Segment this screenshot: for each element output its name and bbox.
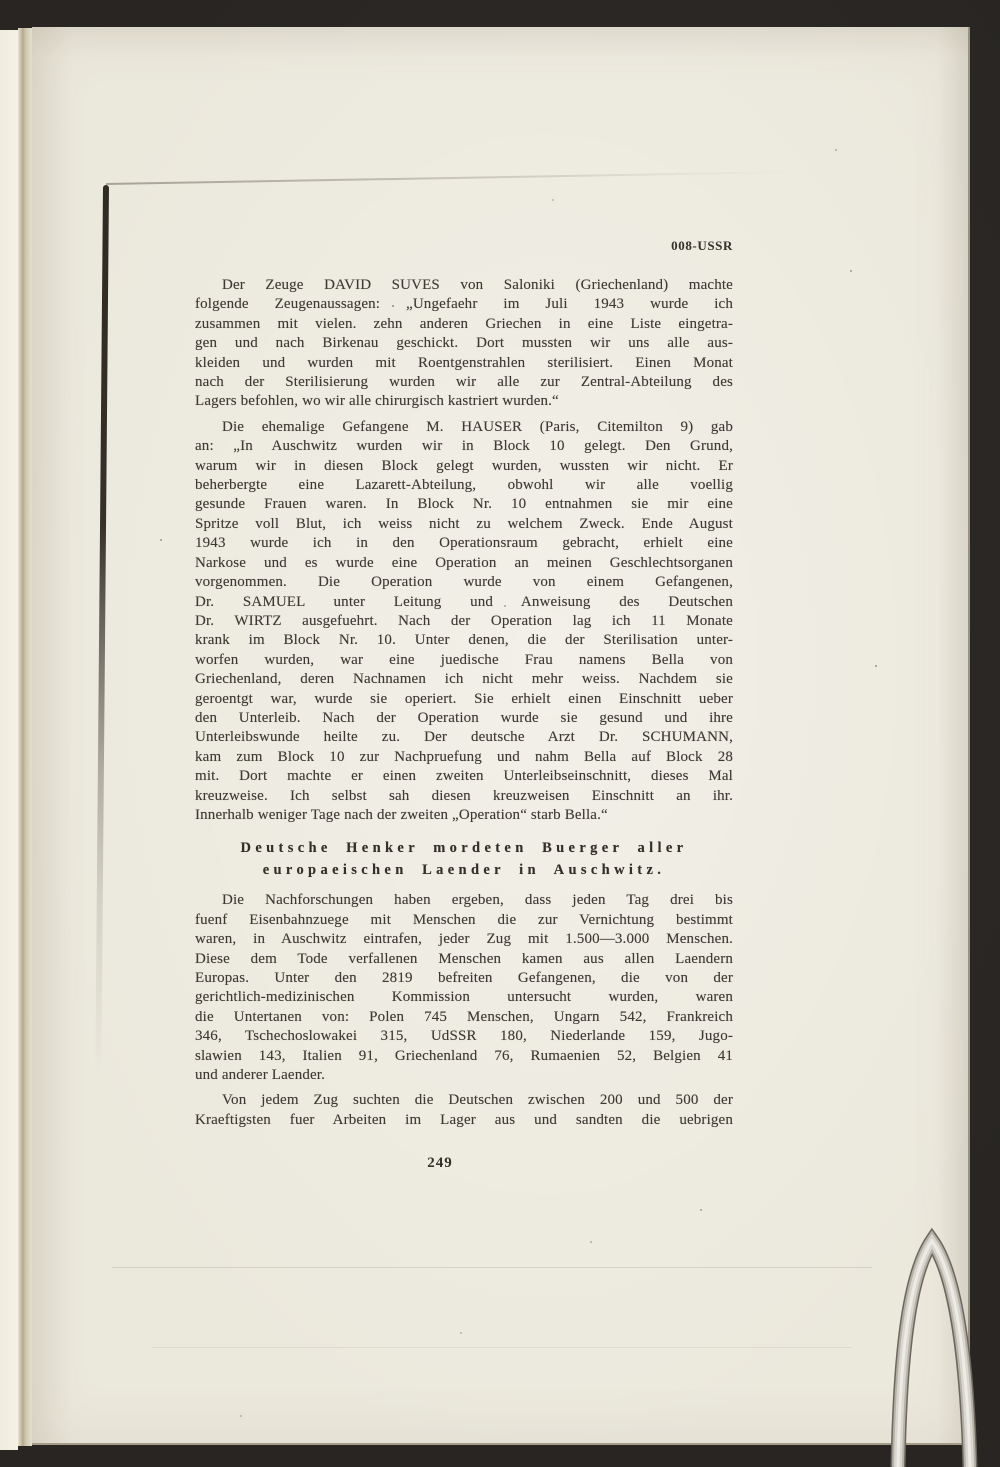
text-line: kleiden und wurden mit Roentgenstrahlen sterilisiert. Einen Monat	[195, 354, 733, 371]
text-line: warum wir in diesen Block gelegt wurden, wussten wir nicht. Er	[195, 457, 733, 474]
text-line: Narkose und es wurde eine Operation an meinen Geschlechtsorganen	[195, 554, 733, 571]
scan-artifact-line	[112, 1267, 872, 1268]
text-line: slawien 143, Italien 91, Griechenland 76, Rumaenien 52, Belgien 41	[195, 1047, 733, 1064]
text-line: vorgenommen. Die Operation wurde von einem Gefangenen,	[195, 574, 733, 591]
document-page	[32, 27, 970, 1445]
section-heading	[195, 837, 733, 881]
heading-line: Deutsche Henker mordeten Buerger aller	[240, 840, 688, 857]
text-line: fuenf Eisenbahnzuege mit Menschen die zur Vernichtung bestimmt	[195, 911, 733, 928]
page-clip	[870, 1185, 1000, 1467]
scan-artifact-line	[152, 1347, 852, 1348]
text-line: Der Zeuge DAVID SUVES von Saloniki (Griechenland) machte	[222, 277, 733, 293]
text-line: Die Nachforschungen haben ergeben, dass jeden Tag drei bis	[222, 892, 733, 909]
text-line: an: „In Auschwitz wurden wir in Block 10 gelegt. Den Grund,	[195, 438, 733, 455]
text-line: geroentgt war, wurde sie operiert. Sie erhielt einen Einschnitt ueber	[195, 690, 733, 707]
paragraph	[195, 418, 733, 826]
text-line: gesunde Frauen waren. In Block Nr. 10 entnahmen sie mir eine	[195, 496, 733, 513]
text-line: Kraeftigsten fuer Arbeiten im Lager aus und sandten die uebrigen	[195, 1111, 733, 1128]
book-spine-groove	[18, 28, 32, 1446]
text-line: waren, in Auschwitz eintrafen, jeder Zug mit 1.500—3.000 Menschen.	[195, 931, 733, 948]
document-ref-number: 008-USSR	[671, 238, 733, 253]
text-line: zusammen mit vielen. zehn anderen Griechen in eine Liste eingetra-	[195, 315, 733, 332]
document-body	[195, 276, 733, 1136]
page-number: 249	[427, 1155, 453, 1171]
previous-page-edge	[0, 30, 18, 1450]
text-line: mit. Dort machte er einen zweiten Unterleibseinschnitt, dieses Mal	[195, 768, 733, 785]
text-line: krank im Block Nr. 10. Unter denen, die der Sterilisation unter-	[195, 632, 733, 649]
text-line: die Untertanen von: Polen 745 Menschen, Ungarn 542, Frankreich	[195, 1008, 733, 1025]
text-line: beherbergte eine Lazarett-Abteilung, obwohl wir alle voellig	[195, 477, 733, 494]
text-line: Lagers befohlen, wo wir alle chirurgisch kastriert wurden.“	[195, 393, 559, 410]
text-line: Dr. WIRTZ ausgefuehrt. Nach der Operation lag ich 11 Monate	[195, 612, 733, 629]
text-line: 1943 wurde ich in den Operationsraum gebracht, erhielt eine	[195, 535, 733, 552]
photostat-top-edge	[106, 171, 796, 185]
text-line: kam zum Block 10 zur Nachpruefung und nahm Bella auf Block 28	[195, 748, 733, 765]
text-line: nach der Sterilisierung wurden wir alle zur Zentral-Abteilung des	[195, 374, 733, 391]
text-line: Unterleibswunde heilte zu. Der deutsche Arzt Dr. SCHUMANN,	[195, 729, 733, 746]
paragraph	[195, 276, 733, 412]
text-line: gen und nach Birkenau geschickt. Dort mussten wir uns alle aus-	[195, 335, 733, 352]
paragraph	[195, 1091, 733, 1130]
text-line: Spritze voll Blut, ich weiss nicht zu welchem Zweck. Ende August	[195, 515, 733, 532]
heading-line: europaeischen Laender in Auschwitz.	[262, 862, 666, 879]
text-line: und anderer Laender.	[195, 1067, 326, 1084]
paragraph	[195, 891, 733, 1085]
text-line: Europas. Unter den 2819 befreiten Gefangenen, die von der	[195, 970, 733, 986]
text-line: 346, Tschechoslowakei 315, UdSSR 180, Niederlande 159, Jugo-	[195, 1028, 733, 1045]
text-line: gerichtlich-medizinischen Kommission untersucht wurden, waren	[195, 989, 733, 1006]
text-line: worfen wurden, war eine juedische Frau namens Bella von	[195, 651, 733, 668]
text-line: Von jedem Zug suchten die Deutschen zwischen 200 und 500 der	[222, 1092, 733, 1109]
text-line: Die ehemalige Gefangene M. HAUSER (Paris, Citemilton 9) gab	[222, 418, 733, 435]
text-line: Dr. SAMUEL unter Leitung und Anweisung des Deutschen	[195, 593, 733, 610]
text-line: Diese dem Tode verfallenen Menschen kamen aus allen Laendern	[195, 950, 733, 967]
text-line: Griechenland, deren Nachnamen ich nicht mehr weiss. Nachdem sie	[195, 671, 733, 688]
text-line: kreuzweise. Ich selbst sah diesen kreuzweisen Einschnitt an ihr.	[195, 787, 733, 804]
paper-specks	[32, 27, 34, 29]
text-line: den Unterleib. Nach der Operation wurde sie gesund und ihre	[195, 709, 733, 726]
photostat-left-edge	[95, 185, 109, 1075]
text-line: Innerhalb weniger Tage nach der zweiten „Operation“ starb Bella.“	[195, 806, 608, 823]
text-line: folgende Zeugenaussagen: „Ungefaehr im Juli 1943 wurde ich	[195, 296, 733, 313]
